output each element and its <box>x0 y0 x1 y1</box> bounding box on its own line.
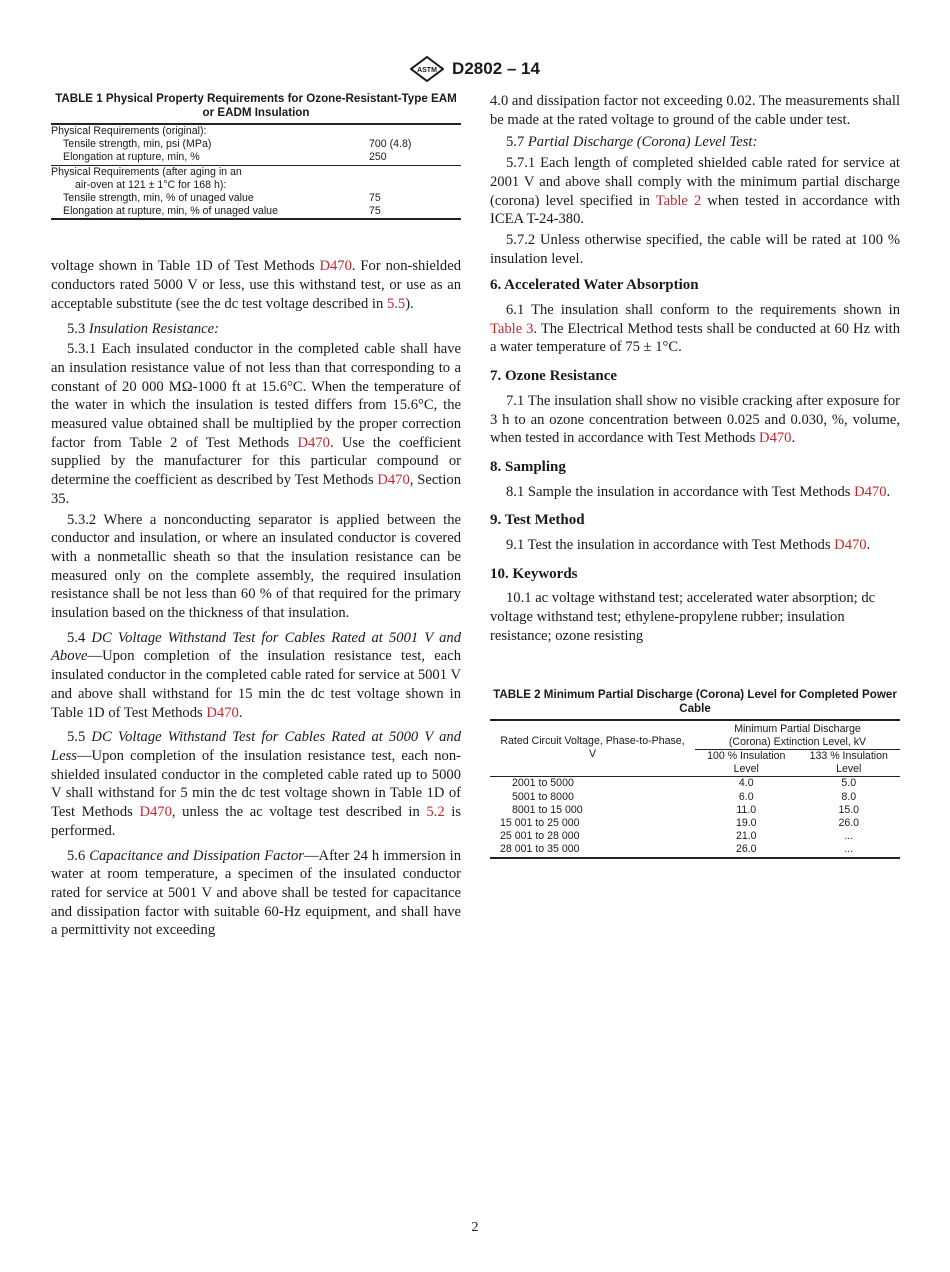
table-cell-label: Physical Requirements (original): <box>51 125 207 137</box>
section-9-heading: 9. Test Method <box>490 512 585 529</box>
column-header-133: 133 % Insulation Level <box>798 749 901 776</box>
page-number: 2 <box>471 1220 479 1235</box>
table-cell-value: 250 <box>369 151 387 164</box>
section-5-3-heading: 5.3 Insulation Resistance: <box>67 320 219 337</box>
column-header-voltage: Rated Circuit Voltage, Phase-to-Phase, V <box>490 720 695 777</box>
paragraph-5-3-2: 5.3.2 Where a nonconducting separator is applied between the conductor and insulation, or where an insulated conductor is covered with a nonmetallic sheath so that the insulation resistance can be measured only on the complete assembly, the required insulation resistance shall be not less than 60 % of that required for the primary insulation based on the thickness of that insulation. <box>51 511 461 622</box>
table-row <box>490 817 900 830</box>
link-d470[interactable]: D470 <box>834 537 867 554</box>
link-d470[interactable]: D470 <box>377 472 410 489</box>
table-row <box>51 151 461 165</box>
left-column <box>51 92 461 942</box>
table-cell-100: 21.0 <box>735 830 757 843</box>
right-column <box>490 92 900 859</box>
section-6-heading: 6. Accelerated Water Absorption <box>490 277 699 294</box>
link-d470[interactable]: D470 <box>206 704 239 721</box>
table-row <box>490 843 900 857</box>
paragraph-5-7-2: 5.7.2 Unless otherwise specified, the cable will be rated at 100 % insulation level. <box>490 231 900 267</box>
table-cell-value: 75 <box>369 205 381 218</box>
table-row <box>51 124 461 138</box>
section-8-heading: 8. Sampling <box>490 458 566 475</box>
table-cell-label: Elongation at rupture, min, % <box>63 151 200 164</box>
table-row <box>51 138 461 151</box>
paragraph-8-1: 8.1 Sample the insulation in accordance with Test Methods D470. <box>506 483 891 500</box>
table-cell-133: ... <box>844 830 854 843</box>
paragraph-5-3-1: 5.3.1 Each insulated conductor in the completed cable shall have an insulation resistance value of not less than that corresponding to a constant of 20 000 MΩ-1000 ft at 15.6°C. When the temperature of the water in which the insulation is tested differs from 15.6°C, the measured value obtained shall be multiplied by the proper correction factor from Table 2 of Test Methods D470. Use the coefficient supplied by the manufacturer for this particular compound or determine the coefficient as described by Test Methods D470, Section 35. <box>51 341 461 507</box>
table-2-grid <box>490 719 900 859</box>
astm-logo-icon <box>410 56 444 82</box>
link-d470[interactable]: D470 <box>854 483 887 500</box>
svg-text:ASTM: ASTM <box>417 67 437 74</box>
table-row <box>490 830 900 843</box>
table-cell-label: Elongation at rupture, min, % of unaged value <box>63 205 278 218</box>
link-table-3[interactable]: Table 3 <box>490 320 534 337</box>
table-header-row <box>490 720 900 750</box>
paragraph-9-1: 9.1 Test the insulation in accordance with Test Methods D470. <box>506 537 871 554</box>
column-header-100: 100 % Insulation Level <box>695 749 798 776</box>
table-row <box>51 192 461 205</box>
paragraph-6-1: 6.1 The insulation shall conform to the requirements shown in Table 3. The Electrical Method tests shall be conducted at 60 Hz with a water temperature of 75 ± 1°C. <box>490 302 900 356</box>
table-2 <box>490 688 900 859</box>
table-row <box>490 804 900 817</box>
table-cell-133: 5.0 <box>841 777 857 790</box>
table-cell-voltage: 28 001 to 35 000 <box>500 843 580 856</box>
column-header-group: Minimum Partial Discharge (Corona) Extinction Level, kV <box>728 722 867 748</box>
table-1 <box>51 92 461 220</box>
table-cell-133: ... <box>844 843 854 856</box>
paragraph-5-5: 5.5 DC Voltage Withstand Test for Cables Rated at 5000 V and Less—Upon completion of the insulation resistance test, each non-shielded insulated conductor in the completed cable rated up to 5000 V shall withstand for 5 min the dc test voltage shown in Table 1D of Test Methods D470, unless the ac voltage test described in 5.2 is performed. <box>51 729 462 839</box>
table-cell-100: 11.0 <box>736 803 757 816</box>
document-designation: D2802 – 14 <box>452 59 540 78</box>
paragraph-5-6: 5.6 Capacitance and Dissipation Factor—After 24 h immersion in water at room temperature, a specimen of the insulated conductor rated for service at 5001 V and above shall be tested for capacitance and dissipation factor with suitable 60-Hz equipment, and shall have a permittivity not exceeding <box>51 847 461 939</box>
table-cell-label: Physical Requirements (after aging in an <box>51 165 369 179</box>
table-2-title: TABLE 2 Minimum Partial Discharge (Corona) Level for Completed Power Cable <box>493 687 897 715</box>
link-section-5-5[interactable]: 5.5 <box>386 295 406 312</box>
table-cell-voltage: 15 001 to 25 000 <box>500 817 580 829</box>
table-cell-label: air-oven at 121 ± 1°C for 168 h): <box>75 178 227 191</box>
table-1-title: TABLE 1 Physical Property Requirements for Ozone-Resistant-Type EAM or EADM Insulation <box>55 92 457 119</box>
table-row <box>51 179 461 192</box>
link-d470[interactable]: D470 <box>319 258 352 275</box>
paragraph-5-7-1: 5.7.1 Each length of completed shielded cable rated for service at 2001 V and above shall comply with the minimum partial discharge (corona) level specified in Table 2 when tested in accordance with ICEA T-24-380. <box>490 155 900 228</box>
paragraph-7-1: 7.1 The insulation shall show no visible cracking after exposure for 3 h to an ozone concentration between 0.025 and 0.030, %, volume, when tested in accordance with Test Methods D470. <box>490 392 900 447</box>
table-cell-label: Tensile strength, min, % of unaged value <box>63 192 254 205</box>
table-cell-133: 26.0 <box>838 817 860 829</box>
table-row <box>51 165 461 179</box>
table-cell-133: 15.0 <box>838 803 860 816</box>
link-table-2[interactable]: Table 2 <box>655 192 702 209</box>
table-cell-voltage: 2001 to 5000 <box>512 777 574 790</box>
paragraph-5-6-continued: 4.0 and dissipation factor not exceeding 0.02. The measurements shall be made at the rated voltage to ground of the cable under test. <box>490 93 900 128</box>
table-cell-100: 19.0 <box>735 817 757 829</box>
table-cell-voltage: 25 001 to 28 000 <box>500 830 580 843</box>
section-5-7-heading: 5.7 Partial Discharge (Corona) Level Test: <box>506 134 758 151</box>
paragraph-5-4: 5.4 DC Voltage Withstand Test for Cables Rated at 5001 V and Above—Upon completion of the insulation resistance test, each insulated conductor in the completed cable rated for service at 5001 V and above shall withstand for 15 min the dc test voltage shown in Table 1D of Test Methods D470. <box>51 629 462 721</box>
table-cell-value: 75 <box>369 192 381 205</box>
table-cell-100: 4.0 <box>738 777 754 790</box>
table-row <box>490 777 900 791</box>
table-cell-100: 26.0 <box>735 843 757 856</box>
link-d470[interactable]: D470 <box>139 804 172 821</box>
table-cell-label: Tensile strength, min, psi (MPa) <box>63 138 212 151</box>
table-row <box>51 205 461 219</box>
link-d470[interactable]: D470 <box>297 434 330 451</box>
table-cell-100: 6.0 <box>738 790 754 803</box>
link-d470[interactable]: D470 <box>759 430 792 447</box>
paragraph-10-1: 10.1 ac voltage withstand test; accelerated water absorption; dc voltage withstand test; ethylene-propylene rubber; insulation resistance; ozone resisting <box>490 590 876 644</box>
table-cell-value <box>369 179 461 192</box>
paragraph-5-2-continued: voltage shown in Table 1D of Test Methods D470. For non-shielded conductors rated 5000 V or less, use this withstand test, or use as an acceptable substitute (see the dc test voltage described in 5.5). <box>51 258 461 312</box>
table-cell-133: 8.0 <box>841 790 857 803</box>
page-header <box>0 56 950 82</box>
section-7-heading: 7. Ozone Resistance <box>490 368 618 385</box>
table-cell-value <box>369 124 461 138</box>
table-cell-value <box>369 165 461 179</box>
link-section-5-2[interactable]: 5.2 <box>426 804 445 821</box>
table-cell-value: 700 (4.8) <box>369 138 412 151</box>
table-1-grid <box>51 123 461 220</box>
table-cell-voltage: 8001 to 15 000 <box>512 803 583 816</box>
table-row <box>490 791 900 804</box>
table-cell-voltage: 5001 to 8000 <box>512 790 574 803</box>
section-10-heading: 10. Keywords <box>490 565 578 582</box>
